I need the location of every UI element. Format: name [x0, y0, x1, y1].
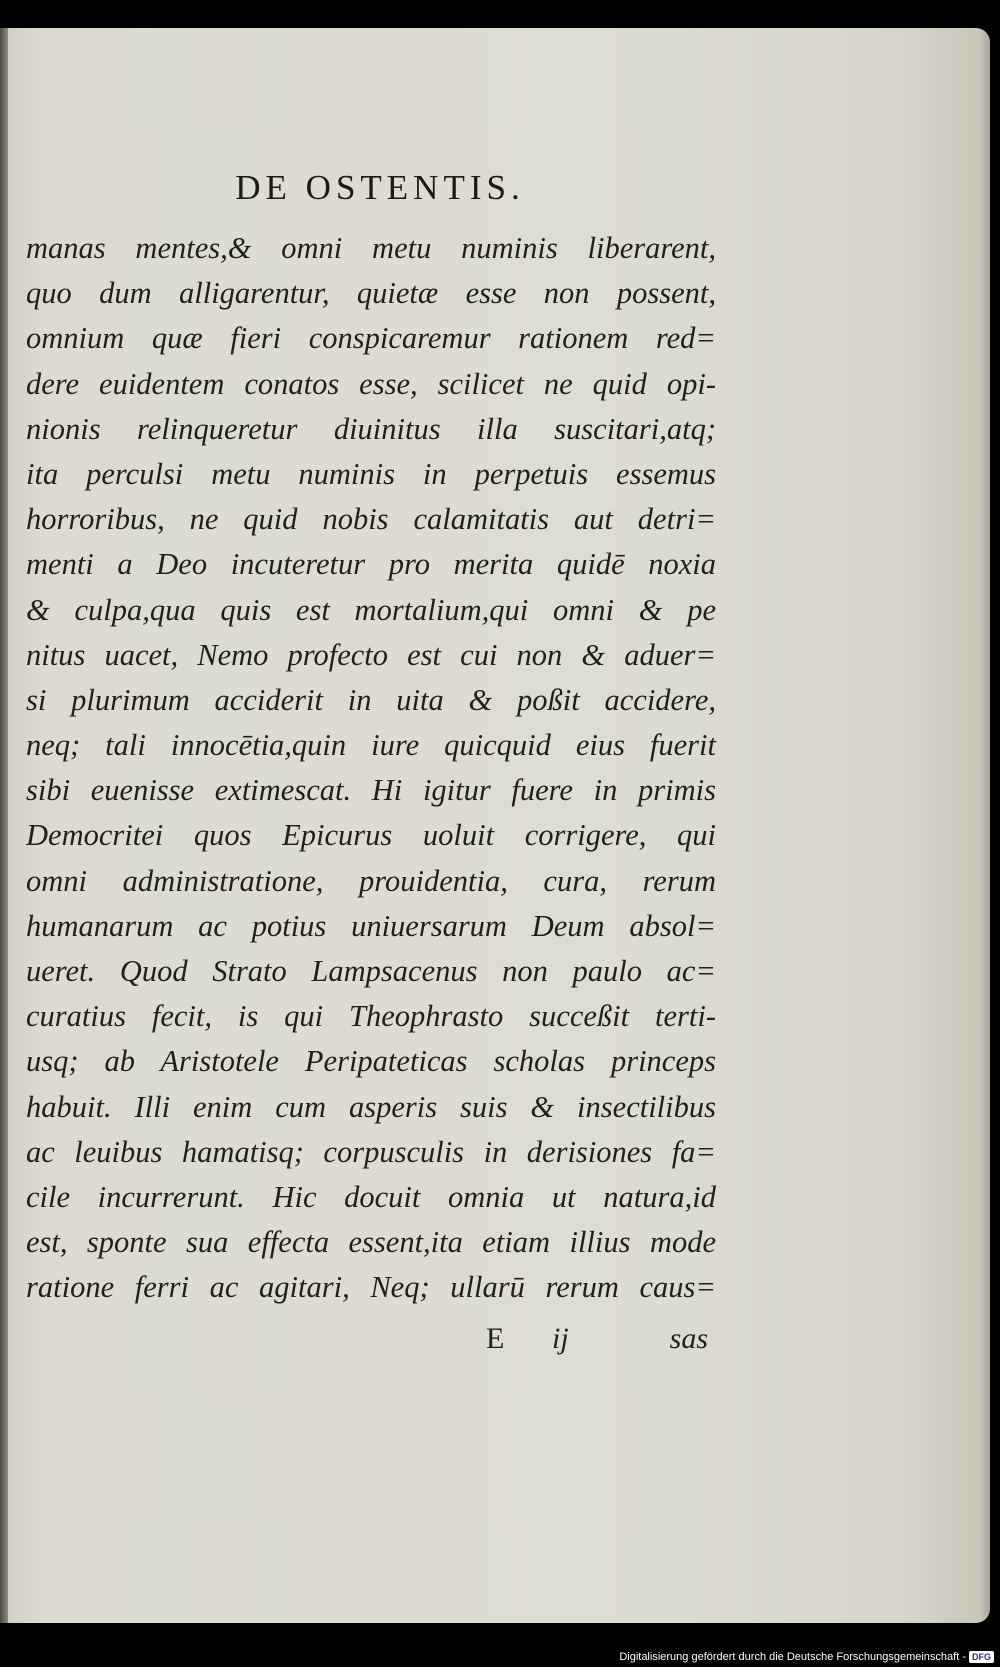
text-line: cile incurrerunt. Hic docuit omnia ut natura,id — [26, 1179, 716, 1214]
text-line: ita perculsi metu numinis in perpetuis essemus — [26, 456, 716, 491]
text-line: horroribus, ne quid nobis calamitatis aut detri= — [26, 502, 716, 537]
text-line: est, sponte sua effecta essent,ita etiam illius mode — [26, 1225, 716, 1260]
text-line: nitus uacet, Nemo profecto est cui non & aduer= — [26, 637, 716, 672]
text-line: humanarum ac potius uniuersarum Deum absol= — [26, 908, 716, 943]
text-line: neq; tali innocētia,quin iure quicquid eius fuerit — [26, 728, 716, 763]
text-line: curatius fecit, is qui Theophrasto succeßit terti- — [26, 999, 716, 1034]
text-line: habuit. Illi enim cum asperis suis & insectilibus — [26, 1089, 716, 1124]
catchword: sas — [669, 1322, 708, 1355]
text-line: sibi euenisse extimescat. Hi igitur fuere in primis — [26, 773, 716, 808]
text-line: Democritei quos Epicurus uoluit corrigere, qui — [26, 818, 716, 853]
credit-text: Digitalisierung gefördert durch die Deutsche Forschungsgemeinschaft - — [619, 1651, 966, 1663]
text-line: & culpa,qua quis est mortalium,qui omni & pe — [26, 592, 716, 627]
text-line: omni administratione, prouidentia, cura, rerum — [26, 863, 716, 898]
signature-number: ij — [552, 1322, 569, 1355]
text-line: usq; ab Aristotele Peripateticas scholas princeps — [26, 1044, 716, 1079]
text-line: menti a Deo incuteretur pro merita quidē noxia — [26, 547, 716, 582]
signature-line — [26, 1322, 716, 1366]
text-line: ac leuibus hamatisq; corpusculis in derisiones fa= — [26, 1134, 716, 1169]
digitization-credit — [619, 1651, 994, 1663]
body-text — [26, 226, 716, 1311]
signature-mark: E — [486, 1322, 505, 1355]
text-line: omnium quæ fieri conspicaremur rationem red= — [26, 321, 716, 356]
text-line: nionis relinqueretur diuinitus illa suscitari,atq; — [26, 411, 716, 446]
running-head: DE OSTENTIS. — [235, 168, 525, 207]
text-line: ueret. Quod Strato Lampsacenus non paulo ac= — [26, 954, 716, 988]
text-line: dere euidentem conatos esse, scilicet ne quid opi- — [26, 366, 716, 401]
text-line: si plurimum acciderit in uita & poßit accidere, — [26, 682, 716, 717]
text-line: quo dum alligarentur, quietæ esse non possent, — [26, 276, 716, 311]
text-line: manas mentes,& omni metu numinis liberarent, — [26, 231, 716, 265]
dfg-logo-icon: DFG — [969, 1651, 994, 1663]
page-binding-edge — [0, 28, 8, 1623]
book-page — [0, 28, 990, 1623]
text-line: ratione ferri ac agitari, Neq; ullarū rerum caus= — [26, 1270, 716, 1305]
